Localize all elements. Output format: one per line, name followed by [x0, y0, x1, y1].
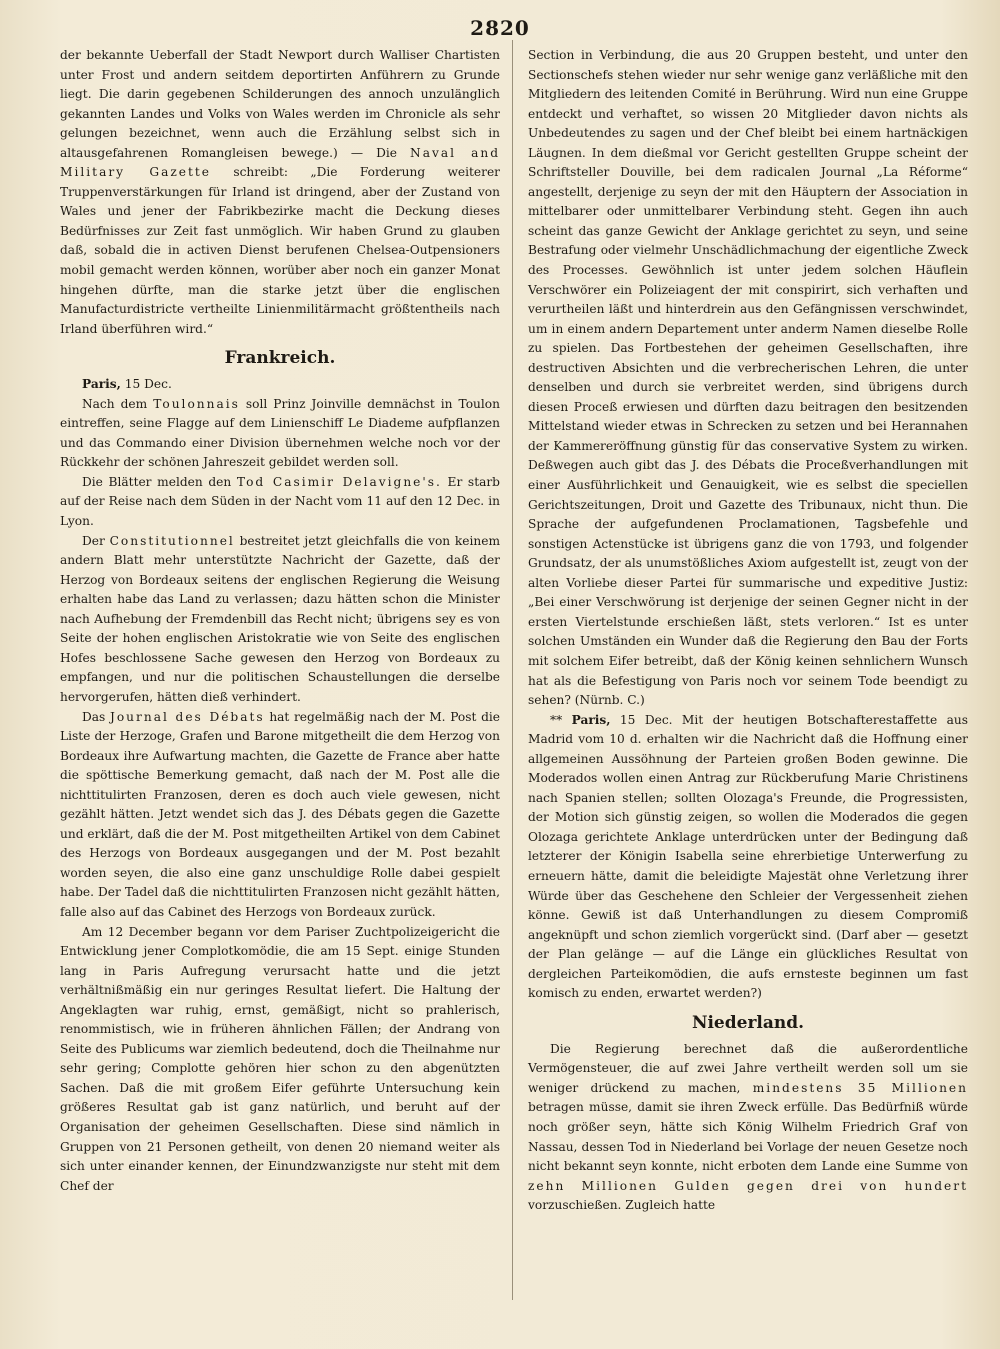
paragraph-text: Die Blätter melden den	[82, 474, 237, 489]
emphasized-amount: mindestens 35 Millionen	[752, 1080, 968, 1095]
paragraph-wales-novel	[60, 46, 500, 339]
paragraph-text: soll Prinz Joinville demnächst in Toulon eintreffen, seine Flagge auf dem Linienschiff Le Diademe aufpflanzen und das Commando einer Division übernehmen welche noch vor der Rückkehr der schönen Jahreszeit gebildet werden soll.	[60, 396, 500, 470]
paragraph-text: Die Regierung berechnet daß die außerordentliche Vermögensteuer, die auf zwei Jahre vertheilt werden soll um sie weniger drückend zu machen,	[528, 1041, 968, 1095]
paragraph-madrid-news	[528, 711, 968, 1004]
paragraph-text: 15 Dec. Mit der heutigen Botschafterestaffette aus Madrid vom 10 d. erhalten wir die Nachricht daß die Hoffnung einer allgemeinen Aussöhnung der Parteien großen Boden gewinne. Die Moderados wollen einen Antrag zur Rückberufung Marie Christinens nach Spanien stellen; sollten Olozaga's Freunde, die Progressisten, der Motion sich günstig zeigen, so wollen die Moderados die gegen Olozaga gerichtete Anklage unterdrücken unter der Bedingung daß letzterer der Königin Isabella seine ehrerbietige Unterwerfung zu erneuern hätte, damit die beleidigte Majestät ohne Verletzung ihrer Würde über das Geschehene den Schleier der Vergessenheit ziehen könne. Gewiß ist daß Unterhandlungen zu diesem Compromiß angeknüpft und schon ziemlich vorgerückt sind. (Darf aber — gesetzt der Plan gelänge — auf die Länge ein glückliches Resultat von dergleichen Parteikomödien, die aufs ernsteste beginnen um fast komisch zu enden, erwartet werden?)	[528, 712, 968, 1001]
emphasized-amount: zehn Millionen Gulden gegen drei von hundert	[528, 1178, 968, 1193]
paragraph-marker: **	[550, 712, 572, 727]
paragraph-text: Der	[82, 533, 110, 548]
paragraph-complot-trial: Am 12 December begann vor dem Pariser Zuchtpolizeigericht die Entwicklung jener Complotkomödie, die am 15 Sept. einige Stunden lang in Paris Aufregung verursacht hatte und die jetzt verhältnißmäßig ein nur geringes Resultat liefert. Die Haltung der Angeklagten war ruhig, ernst, gemäßigt, nicht so prahlerisch, renommistisch, wie in früheren ähnlichen Fällen; der Andrang von Seite des Publicums war ziemlich bedeutend, doch die Theilnahme nur sehr gering; Complotte gehören hier schon zu den abgenützten Sachen. Daß die mit großem Eifer geführte Untersuchung kein größeres Resultat gab ist ganz natürlich, und beruht auf der Organisation der geheimen Gesellschaften. Diese sind nämlich in Gruppen von 21 Personen getheilt, von denen 20 niemand weiter als sich unter einander kennen, der Einundzwanzigste nur steht mit dem Chef der	[60, 924, 500, 1193]
paragraph-text: hat regelmäßig nach der M. Post die Liste der Herzoge, Grafen und Barone mitgetheilt die dem Herzog von Bordeaux ihre Aufwartung machten, die Gazette de France aber hatte die spöttische Bemerkung gemacht, daß nach der M. Post alle die nichttitulirten Franzosen, deren es doch auch viele gewesen, nicht gezählt hätten. Jetzt wendet sich das J. des Débats gegen die Gazette und erklärt, daß die der M. Post mitgetheilten Artikel von dem Cabinet des Herzogs von Bordeaux ausgegangen und der M. Post bezahlt worden seyen, die also eine ganz unschuldige Rolle dabei gespielt habe. Der Tadel daß die nichttitulirten Franzosen nicht gezählt hätten, falle also auf das Cabinet des Herzogs von Bordeaux zurück.	[60, 709, 500, 919]
right-column	[528, 46, 968, 1216]
paragraph-secret-societies	[528, 46, 968, 711]
dateline-city: Paris,	[82, 377, 121, 392]
paragraph-text: Das	[82, 709, 110, 724]
newspaper-name: Toulonnais	[153, 396, 240, 411]
paragraph-niederland-tax	[528, 1040, 968, 1216]
column-divider	[512, 40, 513, 1300]
paragraph-text: betragen müsse, damit sie ihren Zweck erfülle. Das Bedürfniß würde noch größer seyn, hätte sich König Wilhelm Friedrich Graf von Nassau, dessen Tod in Niederland bei Vorlage der neuen Gesetze noch nicht bekannt seyn konnte, nicht erboten dem Lande eine Summe von	[528, 1100, 968, 1174]
page-number: 2820	[470, 16, 530, 40]
paragraph-text: schreibt: „Die Forderung weiterer Truppenverstärkungen für Irland ist dringend, aber der Zustand von Wales und jener der Fabrikbezirke macht die Deckung dieses Bedürfnisses zur Zeit fast unmöglich. Wir haben Grund zu glauben daß, sobald die in activen Dienst berufenen Chelsea-Outpensioners mobil gemacht werden können, worüber aber noch ein ganzer Monat hingehen dürfte, man die starke jetzt über die englischen Manufacturdistricte vertheilte Linienmilitärmacht größtentheils nach Irland überführen wird.“	[60, 165, 500, 336]
paragraph-delavigne	[60, 473, 500, 532]
dateline-date: 15 Dec.	[120, 377, 172, 392]
paragraph-toulonnais	[60, 395, 500, 473]
paragraph-text: vorzuschießen. Zugleich hatte	[528, 1198, 716, 1213]
newspaper-name: Naval and Military Gazette	[60, 145, 501, 180]
newspaper-name: Journal des Débats	[109, 709, 265, 724]
paragraph-text: Section in Verbindung, die aus 20 Gruppen besteht, und unter den Sectionschefs stehen wieder nur sehr wenige ganz verläßliche mit den Mitgliedern des leitenden Comité in Berührung. Wird nun eine Gruppe entdeckt und verhaftet, so wissen 20 Mitglieder davon nichts als Unbedeutendes zu sagen und der Chef bleibt bei einem hartnäckigen Läugnen. In dem dießmal vor Gericht gestellten Gruppe scheint der Schriftsteller Douville, bei dem radicalen Journal „La Réforme“ angestellt, derjenige zu seyn der mit den Häuptern der Association in mittelbarer oder unmittelbarer Verbindung steht. Gegen ihn auch scheint das ganze Gewicht der Anklage gerichtet zu seyn, und seine Bestrafung oder vielmehr Unschädlichmachung der eigentliche Zweck des Processes. Gewöhnlich ist unter jedem solchen Häuflein Verschwörer ein Polizeiagent der mit conspirirt, sich verhaften und verurtheilen läßt und hinterdrein aus den Gefängnissen verschwindet, um in einem andern Departement unter anderm Namen dieselbe Rolle zu spielen. Das Fortbestehen der geheimen Gesellschaften, ihre destructiven Absichten und die verbrecherischen Lehren, die unter denselben und durch sie verbreitet werden, sind übrigens durch diesen Proceß erwiesen und dürften dazu beitragen den besitzenden Mittelstand wieder etwas in Schrecken zu setzen und bei Herannahen der Kammereröffnung günstig für das conservative System zu wirken. Deßwegen auch gibt das J. des Débats die Proceßverhandlungen mit einer Ausführlichkeit und Genauigkeit, wie es selbst die speciellen Gerichtszeitungen, Droit und Gazette des Tribunaux, nicht thun. Die Sprache der aufgefundenen Proclamationen, Tagsbefehle und sonstigen Actenstücke ist übrigens ganz die von 1793, und folgender Grundsatz, der als unumstößliches Axiom aufgestellt ist, zeugt von der alten Vorliebe dieser Partei für summarische und expeditive Justiz: „Bei einer Verschwörung ist derjenige der seinen Gegner nicht in der ersten Viertelstunde erschießen läßt, stets verloren.“ Ist es unter solchen Umständen ein Wunder daß die Regierung den Bau der Forts mit solchem Eifer betreibt, daß der König keinen sehnlichern Wunsch hat als die Befestigung von Paris noch vor seinem Tode beendigt zu sehen?	[528, 48, 968, 708]
paragraph-constitutionnel	[60, 532, 500, 708]
paragraph-text: der bekannte Ueberfall der Stadt Newport durch Walliser Chartisten unter Frost und andern seitdem deportirten Anführern zu Grunde liegt. Die darin gegebenen Schilderungen des annoch unzulänglich gekannten Landes und Volks von Wales werden im Chronicle als sehr gelungen bezeichnet, wenn auch die Erzählung selbst sich in altausgefahrenen Romangleisen bewege.) — Die	[60, 48, 500, 160]
dateline-city: Paris,	[571, 712, 611, 727]
section-heading-france: Frankreich.	[224, 348, 336, 369]
left-column	[60, 46, 500, 1196]
dateline	[60, 375, 500, 395]
paragraph-text: Nach dem	[82, 396, 154, 411]
paragraph-journal-des-debats	[60, 708, 500, 923]
section-heading-niederland: Niederland.	[691, 1012, 805, 1033]
emphasized-name: Tod Casimir Delavigne's.	[236, 474, 442, 489]
paragraph-text: Er starb auf der Reise nach dem Süden in der Nacht vom 11 auf den 12 Dec. in Lyon.	[60, 474, 500, 529]
paragraph-text: bestreitet jetzt gleichfalls die von keinem andern Blatt mehr unterstützte Nachricht der Gazette, daß der Herzog von Bordeaux seitens der englischen Regierung die Weisung erhalten habe das Land zu verlassen; dazu hätten schon die Minister nach Aufhebung der Fremdenbill das Recht nicht; übrigens sey es von Seite der hohen englischen Aristokratie wie von Seite des englischen Hofes beschlossene Sache gewesen den Herzog von Bordeaux zu empfangen, und nur die politischen Schaustellungen die derselbe hervorgerufen, hätten dieß verhindert.	[60, 533, 500, 704]
source-attribution: (Nürnb. C.)	[570, 693, 645, 708]
newspaper-name: Constitutionnel	[109, 533, 235, 548]
